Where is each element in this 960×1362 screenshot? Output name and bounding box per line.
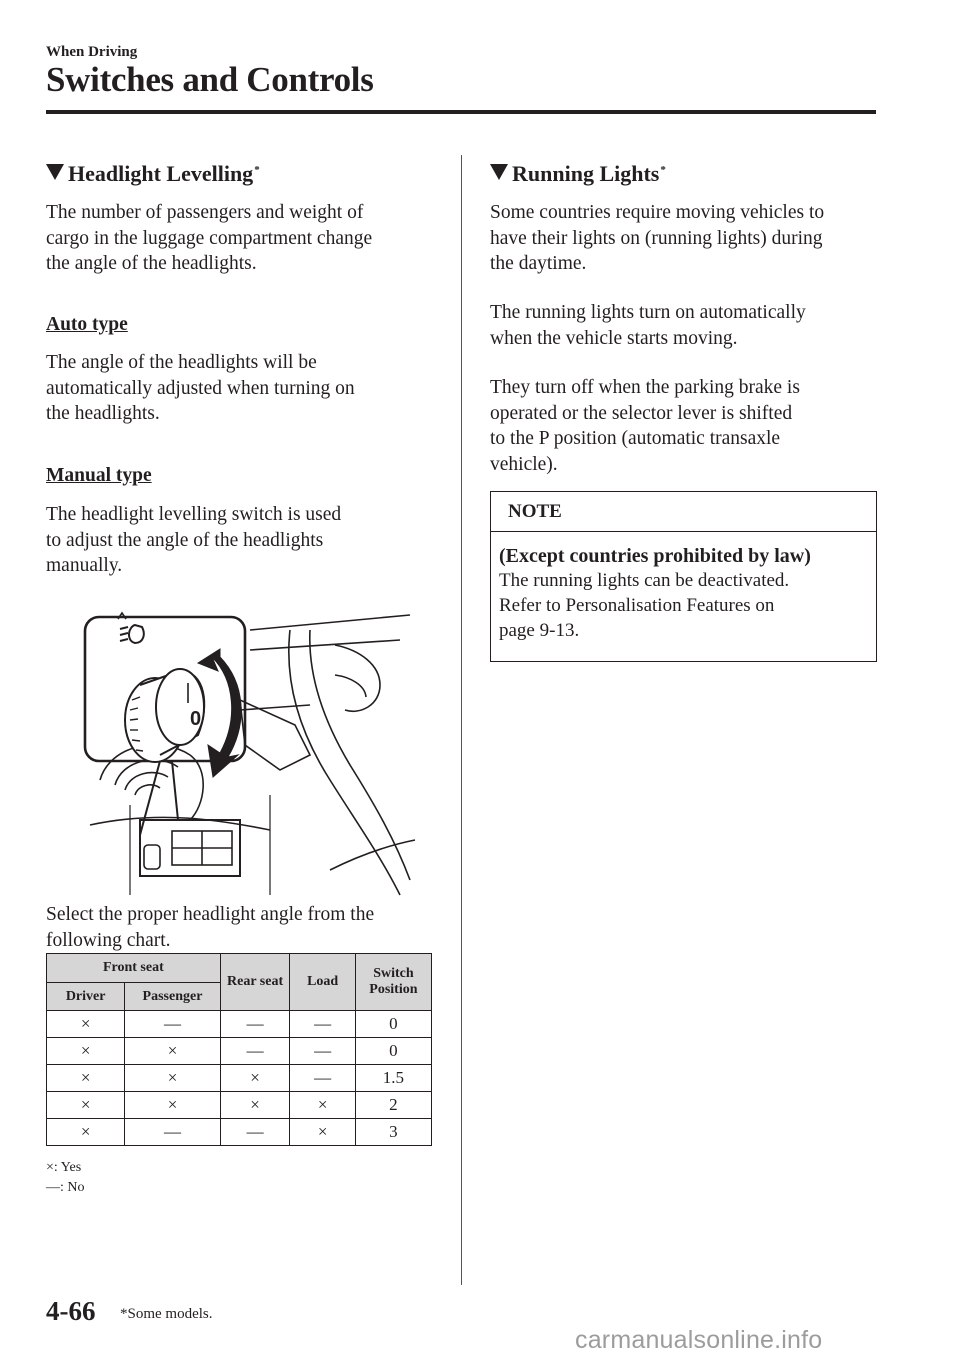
- legend-yes: ×: Yes: [46, 1160, 82, 1175]
- footnote-mark: *: [254, 163, 260, 176]
- note-title: NOTE: [491, 492, 876, 532]
- table-row: × — — × 3: [47, 1119, 432, 1146]
- auto-type-heading: Auto type: [46, 314, 128, 335]
- load-header: Load: [290, 954, 355, 1011]
- manual-type-text: The headlight levelling switch is used to adjust the angle of the headlights manually.: [46, 504, 342, 576]
- legend-no: —: No: [46, 1180, 85, 1195]
- footnote-mark: *: [660, 163, 666, 176]
- header-rule: [46, 110, 876, 114]
- headlight-levelling-switch-illustration: [80, 605, 420, 900]
- headlight-levelling-heading: Headlight Levelling*: [46, 161, 260, 187]
- chart-intro: Select the proper headlight angle from the following chart.: [46, 904, 375, 951]
- column-divider: [461, 155, 462, 1285]
- headlight-angle-table: [46, 953, 432, 1146]
- running-lights-p1: Some countries require moving vehicles to have their lights on (running lights) during the daytime.: [490, 202, 825, 274]
- running-lights-p2: The running lights turn on automatically when the vehicle starts moving.: [490, 302, 806, 349]
- table-row: × × — — 0: [47, 1038, 432, 1065]
- table-row: × × × — 1.5: [47, 1065, 432, 1092]
- section-label: When Driving: [46, 44, 138, 60]
- page-title: Switches and Controls: [46, 60, 374, 99]
- dial-zero-label: 0: [190, 708, 202, 730]
- auto-type-text: The angle of the headlights will be automatically adjusted when turning on the headlights.: [46, 352, 355, 424]
- footnote: *Some models.: [120, 1306, 213, 1322]
- note-text: The running lights can be deactivated. Refer to Personalisation Features on page 9-13.: [499, 570, 790, 641]
- triangle-bullet-icon: [490, 164, 508, 180]
- levelling-intro: The number of passengers and weight of cargo in the luggage compartment change the angle of the headlights.: [46, 202, 373, 274]
- running-lights-heading: Running Lights*: [490, 161, 666, 187]
- running-lights-p3: They turn off when the parking brake is operated or the selector lever is shifted to the P position (automatic transaxle vehicle).: [490, 377, 800, 475]
- steering-wheel-outline: [289, 630, 400, 895]
- table-row: × × × × 2: [47, 1092, 432, 1119]
- watermark: carmanualsonline.info: [575, 1326, 823, 1354]
- manual-type-heading: Manual type: [46, 465, 152, 486]
- triangle-bullet-icon: [46, 164, 64, 180]
- driver-header: Driver: [47, 983, 125, 1011]
- passenger-header: Passenger: [125, 983, 220, 1011]
- rear-seat-header: Rear seat: [220, 954, 290, 1011]
- front-seat-header: Front seat: [47, 954, 221, 983]
- note-subheading: (Except countries prohibited by law): [499, 545, 811, 567]
- switch-position-header: Switch Position: [355, 954, 431, 1011]
- page-number: 4-66: [46, 1296, 96, 1326]
- table-row: × — — — 0: [47, 1011, 432, 1038]
- note-box: [490, 491, 877, 662]
